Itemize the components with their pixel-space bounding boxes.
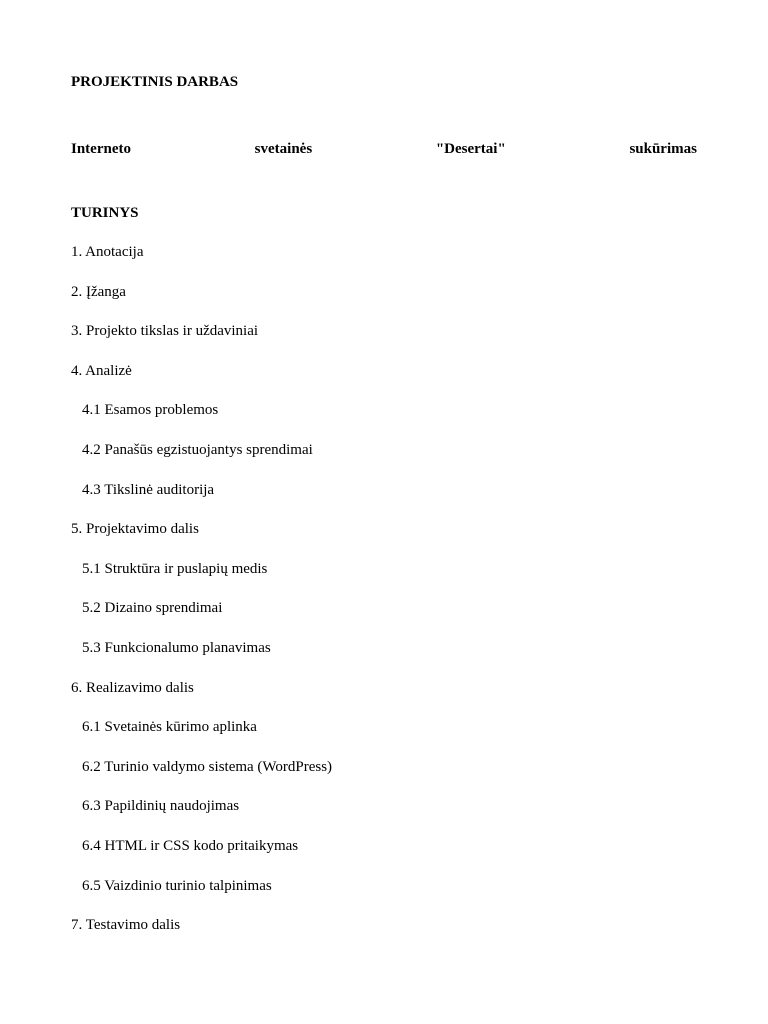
toc-item: 6. Realizavimo dalis xyxy=(71,679,194,696)
toc-item: 5.2 Dizaino sprendimai xyxy=(82,600,223,617)
toc-item: 6.5 Vaizdinio turinio talpinimas xyxy=(82,877,272,894)
subtitle-word: "Desertai" xyxy=(435,141,506,157)
toc-item: 1. Anotacija xyxy=(71,244,144,260)
document-heading: PROJEKTINIS DARBAS xyxy=(71,74,239,90)
toc-heading: TURINYS xyxy=(71,205,139,221)
subtitle-word: svetainės xyxy=(254,141,313,157)
toc-item: 4.1 Esamos problemos xyxy=(82,402,219,419)
toc-item: 7. Testavimo dalis xyxy=(71,917,181,934)
toc-item: 5. Projektavimo dalis xyxy=(71,521,199,538)
toc-item: 4. Analizė xyxy=(71,362,132,379)
toc-item: 3. Projekto tikslas ir uždaviniai xyxy=(71,323,259,340)
toc-item: 6.1 Svetainės kūrimo aplinka xyxy=(82,719,257,736)
toc-item: 5.3 Funkcionalumo planavimas xyxy=(82,639,271,656)
toc-item: 4.2 Panašūs egzistuojantys sprendimai xyxy=(82,441,313,458)
toc-item: 4.3 Tikslinė auditorija xyxy=(82,481,215,498)
table-of-contents xyxy=(71,243,332,956)
toc-item: 5.1 Struktūra ir puslapių medis xyxy=(82,560,268,577)
toc-item: 6.3 Papildinių naudojimas xyxy=(82,798,240,815)
subtitle-word: Interneto xyxy=(71,141,131,157)
document-subtitle xyxy=(71,140,697,158)
toc-item: 6.2 Turinio valdymo sistema (WordPress) xyxy=(82,758,333,775)
subtitle-word: sukūrimas xyxy=(629,141,697,157)
toc-item: 6.4 HTML ir CSS kodo pritaikymas xyxy=(82,837,299,854)
toc-item: 2. Įžanga xyxy=(71,283,126,300)
